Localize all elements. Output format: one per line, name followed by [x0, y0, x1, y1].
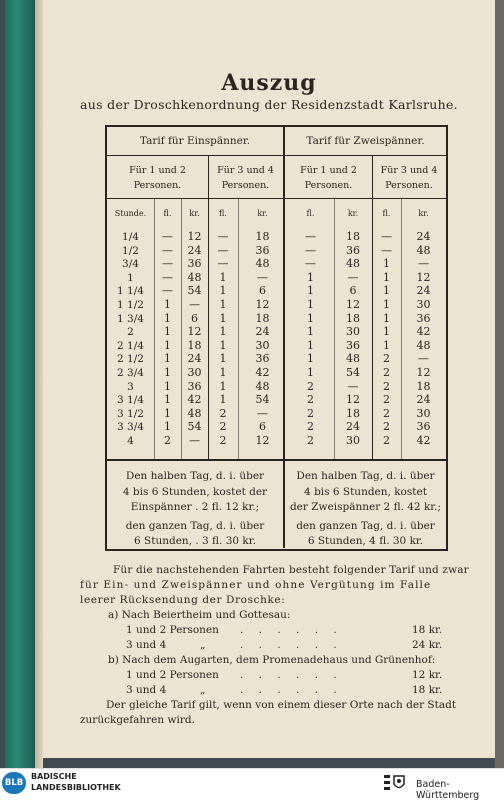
table-cell: — — [162, 243, 173, 257]
sub-header-line: Für 3 und 4 — [380, 165, 438, 176]
table-cell: 1 — [307, 352, 314, 366]
table-cell: 18 — [346, 230, 360, 243]
table-cell: 6 — [349, 284, 357, 298]
sub-header-line: Für 3 und 4 — [217, 165, 274, 176]
table-cell: 1 — [164, 338, 171, 352]
table-cell: 2 — [219, 406, 227, 420]
table-cell: 48 — [346, 352, 360, 366]
table-cell: 54 — [255, 393, 270, 407]
table-rule — [107, 459, 446, 461]
table-cell: 2 — [164, 434, 171, 447]
sub-header — [107, 163, 208, 193]
note-line-left: Den halben Tag, d. i. über — [125, 470, 265, 482]
note-line-right: der Zweispänner 2 fl. 42 kr.; — [289, 501, 442, 513]
table-cell: 36 — [255, 243, 270, 257]
table-cell: 36 — [187, 257, 202, 271]
library-name-line-1: BADISCHE — [31, 772, 77, 781]
table-cell: 2 — [383, 366, 390, 379]
table-cell: 1 — [164, 298, 171, 311]
table-cell: 48 — [416, 338, 431, 352]
note-line-left: Einspänner . 2 fl. 12 kr.; — [130, 501, 260, 513]
table-cell: 3 1/4 — [117, 394, 144, 407]
fare-price: 12 kr. — [412, 669, 443, 681]
table-cell: — — [305, 243, 316, 257]
table-cell: 48 — [187, 406, 202, 420]
table-cell: 1 — [219, 366, 227, 379]
fare-label: 3 und 4 — [126, 639, 167, 651]
book-cover — [5, 0, 35, 768]
table-cell: 2 — [383, 420, 390, 434]
table-cell: — — [162, 270, 173, 284]
table-cell: 1 — [219, 352, 227, 366]
table-cell: 2 — [383, 379, 390, 393]
table-cell: 1 1/2 — [117, 299, 144, 311]
closing-line: zurückgefahren wird. — [80, 714, 195, 726]
table-cell: 1 — [307, 338, 314, 352]
table-cell: 1 — [164, 379, 171, 393]
blb-logo: BLB — [2, 772, 26, 794]
section-heading: a) Nach Beiertheim und Gottesau: — [108, 609, 291, 621]
ditto-mark: „ — [200, 639, 206, 651]
table-cell: 1 — [383, 298, 390, 311]
table-cell: 18 — [416, 379, 431, 393]
fare-dots: . . . . . . — [240, 639, 343, 651]
note-line-right: 4 bis 6 Stunden, kostet — [304, 485, 427, 498]
table-cell: 6 — [191, 311, 198, 325]
sub-header — [372, 163, 446, 193]
table-cell: 54 — [346, 366, 360, 379]
table-cell: 1 — [219, 270, 227, 284]
table-cell: 30 — [187, 366, 202, 379]
table-cell: 48 — [255, 379, 270, 393]
table-cell: 24 — [416, 230, 431, 243]
table-cell: 3 — [127, 380, 134, 393]
ditto-mark: „ — [200, 684, 206, 696]
table-cell: 36 — [346, 243, 360, 257]
table-cell: — — [381, 243, 392, 257]
table-cell: 36 — [416, 420, 431, 434]
column-header: fl. — [382, 209, 391, 218]
table-cell: 36 — [187, 379, 202, 393]
table-cell: 1 — [383, 270, 390, 284]
table-cell: 1 — [164, 366, 171, 379]
table-cell: 6 — [259, 420, 266, 434]
table-cell: 18 — [255, 311, 270, 325]
table-cell: 30 — [346, 325, 360, 339]
table-cell: 2 — [307, 420, 314, 434]
table-cell: 1 — [219, 298, 227, 311]
table-cell: 30 — [416, 298, 431, 311]
table-cell: 1/4 — [122, 231, 139, 243]
note-line-left: 4 bis 6 Stunden, kostet der — [122, 485, 268, 498]
table-cell: 1 — [383, 257, 390, 271]
table-cell: 1 — [164, 393, 171, 407]
table-cell: 42 — [416, 325, 431, 339]
table-cell: 36 — [346, 338, 360, 352]
table-cell: 3/4 — [122, 258, 139, 271]
table-cell: 42 — [255, 366, 270, 379]
table-cell: 1 1/4 — [117, 285, 144, 298]
table-cell: 2 1/4 — [117, 339, 144, 352]
table-cell: 1 — [383, 338, 390, 352]
table-cell: 2 — [127, 326, 134, 339]
fare-price: 24 kr. — [412, 639, 443, 651]
table-cell: 2 — [383, 406, 390, 420]
table-cell: — — [418, 352, 429, 366]
column-header: fl. — [163, 209, 172, 218]
table-cell: 2 1/2 — [117, 353, 144, 366]
table-cell: 6 — [259, 284, 266, 298]
table-cell: 2 — [383, 352, 390, 366]
note-line-right: Den halben Tag, d. i. über — [296, 470, 435, 482]
column-header: kr. — [418, 209, 429, 218]
table-cell: — — [257, 270, 268, 284]
table-cell: 24 — [187, 243, 202, 257]
table-cell: 1 — [219, 325, 227, 339]
group-header: Tarif für Einspänner. — [139, 135, 251, 147]
table-cell: — — [347, 270, 359, 284]
note-line-right: den ganzen Tag, d. i. über — [296, 519, 435, 532]
table-rule — [107, 155, 446, 156]
page-subtitle: aus der Droschkenordnung der Residenzstadt Karlsruhe. — [80, 97, 458, 112]
table-cell: 1 — [219, 379, 227, 393]
table-cell: 24 — [346, 420, 360, 434]
table-cell: — — [162, 230, 173, 243]
table-cell: 12 — [346, 298, 360, 311]
table-cell: 1 — [219, 284, 227, 298]
fare-dots: . . . . . . — [240, 624, 343, 636]
table-cell: 18 — [187, 338, 202, 352]
sub-header-line: Personen. — [385, 180, 433, 191]
table-rule — [107, 198, 446, 199]
table-cell: 36 — [255, 352, 270, 366]
sub-header — [285, 163, 372, 193]
table-cell: 12 — [346, 393, 360, 407]
table-cell: 1 — [219, 311, 227, 325]
table-cell: — — [189, 298, 200, 311]
sub-header-line: Personen. — [221, 180, 270, 191]
table-cell: 18 — [346, 406, 360, 420]
page-edges — [35, 0, 43, 768]
table-cell: 1 — [307, 366, 314, 379]
table-cell: 48 — [346, 257, 360, 271]
table-cell: — — [305, 230, 316, 243]
table-cell: 1 — [164, 325, 171, 339]
sub-header-line: Personen. — [304, 180, 353, 191]
table-cell: 1 — [164, 420, 171, 434]
note-line-left: 6 Stunden, . 3 fl. 30 kr. — [134, 535, 256, 547]
table-cell: 12 — [187, 230, 202, 243]
table-cell: 1 — [307, 311, 314, 325]
paragraph-line: leerer Rücksendung der Droschke: — [80, 594, 286, 606]
table-cell: — — [162, 284, 173, 298]
page-rim — [495, 0, 504, 768]
table-cell: 2 — [307, 406, 314, 420]
paragraph-line: für Ein- und Zweispänner und ohne Vergütung im Falle — [80, 579, 432, 591]
sub-header — [208, 163, 283, 193]
table-cell: 1 — [219, 393, 227, 407]
table-cell: 1 — [164, 406, 171, 420]
table-cell: 36 — [416, 311, 431, 325]
table-cell: 3 3/4 — [117, 421, 144, 434]
column-header: kr. — [347, 209, 359, 218]
sub-header-line: Für 1 und 2 — [300, 165, 357, 176]
table-cell: — — [189, 434, 200, 447]
table-cell: 4 — [127, 435, 134, 447]
table-cell: — — [347, 379, 359, 393]
page-title: Auszug — [221, 70, 317, 96]
fare-dots: . . . . . . — [240, 669, 343, 681]
table-cell: 2 — [383, 434, 390, 447]
table-cell: 48 — [255, 257, 270, 271]
table-cell: — — [217, 243, 229, 257]
table-cell: 1/2 — [122, 244, 139, 257]
table-cell: 1 — [307, 270, 314, 284]
sub-header-line: Personen. — [133, 180, 182, 191]
library-name-line-2: LANDESBIBLIOTHEK — [31, 783, 121, 792]
table-cell: — — [305, 257, 316, 271]
column-header: kr. — [189, 209, 200, 218]
table-cell: 1 — [383, 325, 390, 339]
column-header: Stunde. — [114, 209, 147, 218]
table-cell: 54 — [187, 420, 202, 434]
table-cell: 1 3/4 — [117, 312, 144, 325]
table-cell: 24 — [416, 393, 431, 407]
table-cell: 18 — [346, 311, 360, 325]
table-cell: 2 — [219, 434, 227, 447]
fare-price: 18 kr. — [412, 624, 443, 636]
table-cell: 12 — [255, 434, 270, 447]
closing-line: Der gleiche Tarif gilt, wenn von einem dieser Orte nach der Stadt — [106, 699, 457, 711]
table-cell: 12 — [416, 366, 431, 379]
note-line-right: 6 Stunden, 4 fl. 30 kr. — [307, 535, 424, 547]
table-cell: — — [162, 257, 173, 271]
table-cell: 1 — [307, 325, 314, 339]
note-line-left: den ganzen Tag, d. i. über — [125, 519, 265, 532]
library-name — [31, 771, 121, 793]
table-cell: 2 — [307, 393, 314, 407]
column-header: fl. — [219, 209, 227, 218]
table-cell: 2 — [219, 420, 227, 434]
table-cell: 30 — [255, 338, 270, 352]
table-cell: — — [217, 257, 229, 271]
group-header: Tarif für Zweispänner. — [306, 135, 425, 147]
fare-label: 1 und 2 Personen — [126, 624, 219, 636]
table-cell: — — [381, 230, 392, 243]
table-cell: 30 — [416, 406, 431, 420]
table-cell: 48 — [416, 243, 431, 257]
table-cell: 1 — [164, 311, 171, 325]
table-cell: 12 — [187, 325, 202, 339]
column-header: kr. — [257, 209, 268, 218]
table-cell: — — [257, 406, 268, 420]
table-cell: 2 — [383, 393, 390, 407]
table-cell: 24 — [187, 352, 202, 366]
fare-price: 18 kr. — [412, 684, 443, 696]
table-cell: 1 — [219, 338, 227, 352]
table-cell: 24 — [255, 325, 270, 339]
table-cell: — — [217, 230, 229, 243]
table-cell: — — [418, 257, 429, 271]
table-cell: 2 — [307, 434, 314, 447]
coat-of-arms-icon — [382, 772, 408, 794]
table-cell: 18 — [255, 230, 270, 243]
paragraph-line: Für die nachstehenden Fahrten besteht folgender Tarif und zwar — [113, 564, 469, 576]
table-cell: 1 — [127, 271, 134, 284]
table-cell: 42 — [187, 393, 202, 407]
fare-label: 1 und 2 Personen — [126, 669, 219, 681]
table-cell: 54 — [187, 284, 202, 298]
table-cell: 3 1/2 — [117, 407, 144, 420]
table-cell: 2 — [307, 379, 314, 393]
column-header: fl. — [306, 209, 315, 218]
table-cell: 1 — [307, 284, 314, 298]
table-cell: 24 — [416, 284, 431, 298]
table-cell: 42 — [416, 434, 431, 447]
state-name: Baden-Württemberg — [416, 779, 480, 801]
table-cell: 2 3/4 — [117, 367, 144, 379]
table-cell: 12 — [255, 298, 270, 311]
table-cell: 1 — [383, 311, 390, 325]
table-cell: 48 — [187, 270, 202, 284]
section-heading: b) Nach dem Augarten, dem Promenadehaus und Grünenhof: — [108, 654, 436, 666]
table-cell: 1 — [383, 284, 390, 298]
fare-dots: . . . . . . — [240, 684, 343, 696]
table-cell: 30 — [346, 434, 360, 447]
table-cell: 1 — [164, 352, 171, 366]
sub-header-line: Für 1 und 2 — [129, 165, 186, 176]
table-cell: 1 — [307, 298, 314, 311]
table-cell: 12 — [416, 270, 431, 284]
fare-label: 3 und 4 — [126, 684, 167, 696]
